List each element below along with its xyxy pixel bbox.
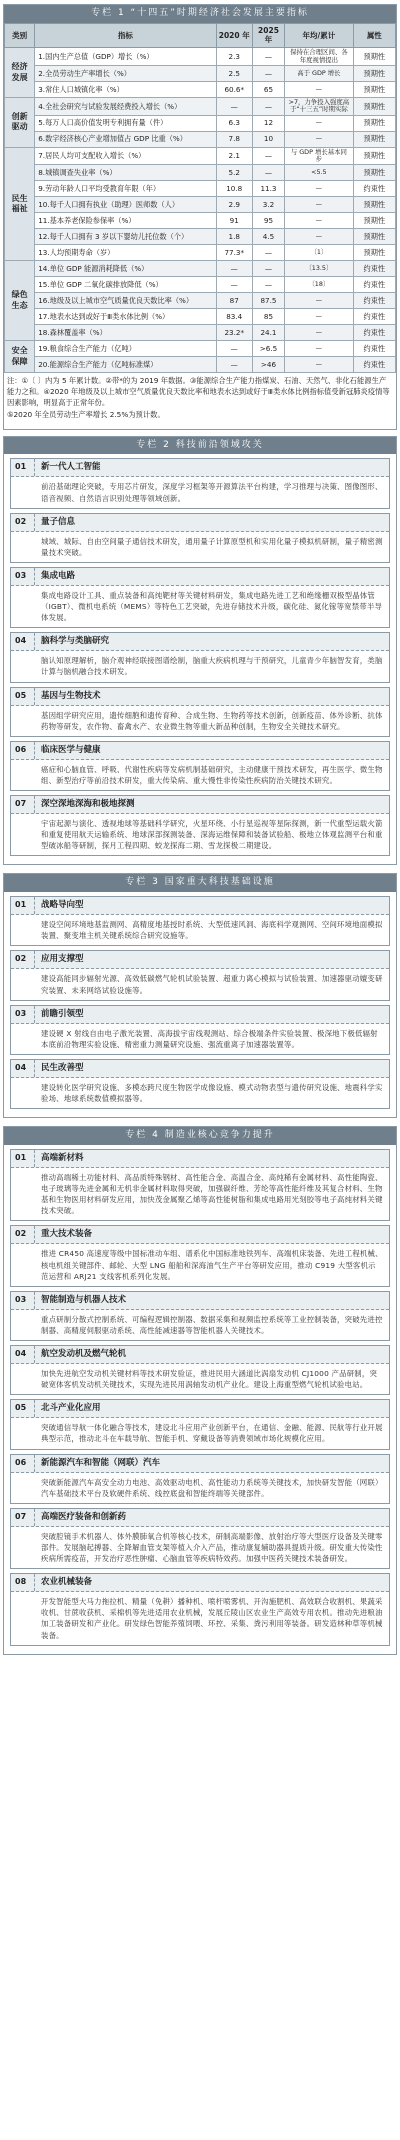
section-header bbox=[11, 1006, 389, 1024]
value-2025-cell: — bbox=[252, 165, 284, 181]
indicator-cell: 15.单位 GDP 二氧化碳排放降低（%） bbox=[35, 277, 216, 293]
section-title: 北斗产业化应用 bbox=[41, 1403, 101, 1414]
value-2025-cell: — bbox=[252, 147, 284, 165]
section-item bbox=[10, 1291, 390, 1341]
value-2025-cell: — bbox=[252, 261, 284, 277]
average-cell: 高于 GDP 增长 bbox=[285, 65, 354, 81]
indicator-cell: 7.居民人均可支配收入增长（%） bbox=[35, 147, 216, 165]
indicator-table-panel bbox=[3, 4, 397, 430]
value-2020-cell: — bbox=[216, 277, 252, 293]
panel-tech-frontier-list bbox=[4, 458, 396, 856]
section-number: 05 bbox=[11, 688, 35, 705]
value-2025-cell: — bbox=[252, 245, 284, 261]
panel-infrastructure-list bbox=[4, 896, 396, 1109]
section-title: 基因与生物技术 bbox=[41, 690, 101, 701]
section-item bbox=[10, 1225, 390, 1286]
value-2020-cell: 77.3* bbox=[216, 245, 252, 261]
section-body: 重点研制分散式控制系统、可编程逻辑控制器、数据采集和视频监控系统等工业控制装备，突破先进控制器、高精度伺服驱动系统、高性能减速器等智能机器人关键技术。 bbox=[41, 1314, 383, 1335]
section-body: 推进 CR450 高速度等级中国标准动车组、谱系化中国标准地铁列车、高端机床装备、先进工程机械、核电机组关键部件、邮轮、大型 LNG 船舶和深海油气生产平台等研发应用，推动 C919 大型客机示范运营和 ARJ21 支线客机系列化发展。 bbox=[41, 1249, 383, 1281]
section-header bbox=[11, 459, 389, 477]
section-body: 突破新能源汽车高安全动力电池、高效驱动电机、高性能动力系统等关键技术，加快研发智能（网联）汽车基础技术平台及软硬件系统、线控底盘和智能终端等关键部件。 bbox=[41, 1477, 383, 1498]
table-row bbox=[5, 325, 396, 341]
section-header bbox=[11, 568, 389, 586]
average-cell: — bbox=[285, 213, 354, 229]
section-title: 量子信息 bbox=[41, 516, 76, 527]
section-item bbox=[10, 687, 390, 737]
section-body: 建设转化医学研究设施、多模态跨尺度生物医学成像设施、模式动物表型与遗传研究设施、地震科学实验场、地球系统数值模拟器等。 bbox=[41, 1082, 383, 1104]
value-2020-cell: 7.8 bbox=[216, 131, 252, 147]
section-item bbox=[10, 1508, 390, 1569]
section-title: 农业机械装备 bbox=[41, 1577, 93, 1588]
section-header bbox=[11, 1346, 389, 1364]
indicator-table-body bbox=[5, 48, 396, 373]
section-title: 前瞻引领型 bbox=[41, 1008, 84, 1019]
section-title: 高端医疗装备和创新药 bbox=[41, 1511, 127, 1522]
header-indicator: 指标 bbox=[35, 23, 216, 48]
section-item bbox=[10, 950, 390, 1000]
indicator-cell: 16.地级及以上城市空气质量优良天数比率（%） bbox=[35, 293, 216, 309]
value-2020-cell: — bbox=[216, 261, 252, 277]
indicator-cell: 18.森林覆盖率（%） bbox=[35, 325, 216, 341]
section-body: 推动高端稀土功能材料、高品质特殊钢材、高性能合金、高温合金、高纯稀有金属材料、高性能陶瓷、电子玻璃等先进金属和无机非金属材料取得突破，加强碳纤维、芳纶等高性能纤维及其复合材料、生物基和生物医用材料研发应用，加快茂金属聚乙烯等高性能树脂和集成电路用光刻胶等电子高纯材料关键技术突破。 bbox=[41, 1172, 383, 1216]
section-title: 临床医学与健康 bbox=[41, 744, 101, 755]
category-cell: 民生福祉 bbox=[5, 147, 35, 261]
average-cell: — bbox=[285, 229, 354, 245]
section-number: 02 bbox=[11, 514, 35, 531]
section-title: 集成电路 bbox=[41, 570, 76, 581]
table-row bbox=[5, 181, 396, 197]
value-2020-cell: 2.3 bbox=[216, 48, 252, 66]
section-header bbox=[11, 951, 389, 969]
header-2025: 2025 年 bbox=[252, 23, 284, 48]
section-number: 01 bbox=[11, 897, 35, 914]
attribute-cell: 约束性 bbox=[353, 181, 395, 197]
indicator-cell: 17.地表水达到或好于Ⅲ类水体比例（%） bbox=[35, 309, 216, 325]
indicator-cell: 6.数字经济核心产业增加值占 GDP 比重（%） bbox=[35, 131, 216, 147]
section-number: 02 bbox=[11, 951, 35, 968]
indicator-cell: 14.单位 GDP 能源消耗降低（%） bbox=[35, 261, 216, 277]
section-body: 集成电路设计工具、重点装备和高纯靶材等关键材料研发，集成电路先进工艺和绝缘栅双极型晶体管（IGBT）、微机电系统（MEMS）等特色工艺突破，先进存储技术升级，碳化硅、氮化镓等宽禁带半导体发展。 bbox=[41, 590, 383, 623]
section-number: 03 bbox=[11, 1006, 35, 1023]
section-number: 04 bbox=[11, 633, 35, 650]
indicator-cell: 10.每千人口拥有执业（助理）医师数（人） bbox=[35, 197, 216, 213]
section-item bbox=[10, 632, 390, 682]
section-item bbox=[10, 741, 390, 791]
indicator-table-title: 专栏 1 “十四五”时期经济社会发展主要指标 bbox=[4, 5, 396, 23]
attribute-cell: 约束性 bbox=[353, 341, 395, 357]
section-item bbox=[10, 513, 390, 563]
value-2020-cell: — bbox=[216, 357, 252, 373]
section-body: 加快先进航空发动机关键材料等技术研发验证，推进民用大涵道比涡扇发动机 CJ1000 产品研制，突破宽体客机发动机关键技术，实现先进民用涡轴发动机产业化。建设上海重型燃气轮机试验电站。 bbox=[41, 1369, 378, 1390]
value-2020-cell: 83.4 bbox=[216, 309, 252, 325]
attribute-cell: 预期性 bbox=[353, 48, 395, 66]
section-number: 01 bbox=[11, 459, 35, 476]
average-cell: 保持在合理区间、各年度视情提出 bbox=[285, 48, 354, 66]
value-2020-cell: 2.9 bbox=[216, 197, 252, 213]
section-item bbox=[10, 1005, 390, 1055]
average-cell: — bbox=[285, 197, 354, 213]
indicator-cell: 4.全社会研究与试验发展经费投入增长（%） bbox=[35, 97, 216, 115]
indicator-table-header bbox=[5, 23, 396, 48]
indicator-cell: 2.全员劳动生产率增长（%） bbox=[35, 65, 216, 81]
value-2020-cell: 1.8 bbox=[216, 229, 252, 245]
table-row bbox=[5, 213, 396, 229]
value-2020-cell: 5.2 bbox=[216, 165, 252, 181]
header-category: 类别 bbox=[5, 23, 35, 48]
attribute-cell: 约束性 bbox=[353, 357, 395, 373]
section-body: 宇宙起源与演化、透视地球等基础科学研究，火星环绕、小行星巡视等星际探测，新一代重型运载火箭和重复使用航天运输系统、地球深部探测装备、深海运维保障和装备试验船、极地立体观监测平台和重型破冰船等研制，探月工程四期、蛟龙探海二期、雪龙探极二期建设。 bbox=[41, 819, 383, 851]
section-item bbox=[10, 458, 390, 508]
section-number: 07 bbox=[11, 796, 35, 813]
section-header bbox=[11, 742, 389, 760]
table-row bbox=[5, 115, 396, 131]
average-cell: — bbox=[285, 115, 354, 131]
value-2020-cell: — bbox=[216, 341, 252, 357]
average-cell: — bbox=[285, 81, 354, 97]
average-cell: — bbox=[285, 357, 354, 373]
indicator-cell: 9.劳动年龄人口平均受教育年限（年） bbox=[35, 181, 216, 197]
section-item bbox=[10, 1399, 390, 1449]
section-title: 高端新材料 bbox=[41, 1152, 84, 1163]
value-2020-cell: 10.8 bbox=[216, 181, 252, 197]
section-number: 02 bbox=[11, 1226, 35, 1243]
average-cell: — bbox=[285, 181, 354, 197]
average-cell: — bbox=[285, 131, 354, 147]
indicator-cell: 20.能源综合生产能力（亿吨标准煤） bbox=[35, 357, 216, 373]
section-header bbox=[11, 1150, 389, 1168]
panel-manufacturing bbox=[3, 1126, 397, 1654]
table-row bbox=[5, 147, 396, 165]
attribute-cell: 约束性 bbox=[353, 293, 395, 309]
table-row bbox=[5, 65, 396, 81]
table-row bbox=[5, 229, 396, 245]
table-row bbox=[5, 261, 396, 277]
table-row bbox=[5, 357, 396, 373]
indicator-cell: 12.每千人口拥有 3 岁以下婴幼儿托位数（个） bbox=[35, 229, 216, 245]
section-title: 新能源汽车和智能（网联）汽车 bbox=[41, 1457, 161, 1468]
section-body: 突破通信导航一体化融合等技术，建设北斗应用产业创新平台，在通信、金融、能源、民航等行业开展典型示范，推动北斗在车载导航、智能手机、穿戴设备等消费领域市场化规模化应用。 bbox=[41, 1423, 383, 1444]
section-title: 航空发动机及燃气轮机 bbox=[41, 1348, 127, 1359]
table-row bbox=[5, 81, 396, 97]
average-cell: <5.5 bbox=[285, 165, 354, 181]
table-row bbox=[5, 97, 396, 115]
value-2025-cell: 65 bbox=[252, 81, 284, 97]
section-header bbox=[11, 1574, 389, 1592]
value-2025-cell: 95 bbox=[252, 213, 284, 229]
average-cell: — bbox=[285, 293, 354, 309]
category-cell: 创新驱动 bbox=[5, 97, 35, 147]
section-title: 新一代人工智能 bbox=[41, 462, 101, 473]
table-row bbox=[5, 341, 396, 357]
attribute-cell: 预期性 bbox=[353, 165, 395, 181]
section-number: 05 bbox=[11, 1400, 35, 1417]
average-cell: 与 GDP 增长基本同步 bbox=[285, 147, 354, 165]
section-body: 癌症和心脑血管、呼吸、代谢性疾病等发病机制基础研究，主动健康干预技术研发，再生医学、微生物组、新型治疗等前沿技术研发，重大传染病、重大慢性非传染性疾病防治关键技术研究。 bbox=[41, 764, 383, 785]
value-2020-cell: 2.5 bbox=[216, 65, 252, 81]
section-title: 应用支撑型 bbox=[41, 954, 84, 965]
section-body: 建设高能同步辐射光源、高效低碳燃气轮机试验装置、超重力离心模拟与试验装置、加速器驱动嬗变研究装置、未来网络试验设施等。 bbox=[41, 974, 383, 995]
category-cell: 经济发展 bbox=[5, 48, 35, 98]
section-header bbox=[11, 1455, 389, 1473]
header-average: 年均/累计 bbox=[285, 23, 354, 48]
section-header bbox=[11, 514, 389, 532]
panel-manufacturing-list bbox=[4, 1149, 396, 1646]
section-item bbox=[10, 896, 390, 946]
section-number: 06 bbox=[11, 1455, 35, 1472]
value-2025-cell: — bbox=[252, 48, 284, 66]
section-body: 基因组学研究应用，遗传细胞和遗传育种、合成生物、生物药等技术创新，创新疫苗、体外诊断、抗体药物等研发，农作物、畜禽水产、农业微生物等重大新品种创制，生物安全关键技术研究。 bbox=[41, 710, 383, 731]
average-cell: — bbox=[285, 325, 354, 341]
section-body: 突破腔镜手术机器人、体外膜肺氧合机等核心技术，研制高端影像、放射治疗等大型医疗设备及关键零部件。发展脑起搏器、全降解血管支架等植入介入产品，推动康复辅助器具提质升级。研发重大传染性疾病所需疫苗，开发治疗恶性肿瘤、心脑血管等疾病特效药。加强中医药关键技术装备研发。 bbox=[41, 1531, 383, 1564]
value-2025-cell: 10 bbox=[252, 131, 284, 147]
section-header bbox=[11, 1060, 389, 1078]
attribute-cell: 预期性 bbox=[353, 229, 395, 245]
section-number: 03 bbox=[11, 568, 35, 585]
indicator-cell: 11.基本养老保险参保率（%） bbox=[35, 213, 216, 229]
attribute-cell: 约束性 bbox=[353, 325, 395, 341]
category-cell: 绿色生态 bbox=[5, 261, 35, 341]
average-cell: 〔18〕 bbox=[285, 277, 354, 293]
section-number: 04 bbox=[11, 1346, 35, 1363]
section-body: 建设空间环境地基监测网、高精度地基授时系统、大型低速风洞、海底科学观测网、空间环境地面模拟装置、聚变堆主机关键系统综合研究设施等。 bbox=[41, 920, 383, 941]
value-2025-cell: — bbox=[252, 277, 284, 293]
value-2020-cell: 23.2* bbox=[216, 325, 252, 341]
table-row bbox=[5, 245, 396, 261]
section-header bbox=[11, 796, 389, 814]
section-number: 08 bbox=[11, 1574, 35, 1591]
header-attribute: 属性 bbox=[353, 23, 395, 48]
section-header bbox=[11, 1292, 389, 1310]
table-row bbox=[5, 131, 396, 147]
section-header bbox=[11, 1226, 389, 1244]
table-note-2: ⑤2020 年全员劳动生产率增长 2.5%为预计数。 bbox=[7, 410, 165, 420]
section-number: 03 bbox=[11, 1292, 35, 1309]
section-item bbox=[10, 1573, 390, 1645]
section-number: 01 bbox=[11, 1150, 35, 1167]
section-header bbox=[11, 897, 389, 915]
value-2020-cell: 87 bbox=[216, 293, 252, 309]
average-cell: >7，力争投入强度高于“十三五”时期实际 bbox=[285, 97, 354, 115]
average-cell: 〔13.5〕 bbox=[285, 261, 354, 277]
value-2025-cell: >6.5 bbox=[252, 341, 284, 357]
value-2025-cell: — bbox=[252, 65, 284, 81]
indicator-cell: 1.国内生产总值（GDP）增长（%） bbox=[35, 48, 216, 66]
section-number: 07 bbox=[11, 1509, 35, 1526]
attribute-cell: 预期性 bbox=[353, 213, 395, 229]
section-title: 重大技术装备 bbox=[41, 1229, 93, 1240]
panel-infrastructure-title: 专栏 3 国家重大科技基础设施 bbox=[4, 874, 396, 892]
section-body: 建设硬 X 射线自由电子激光装置、高海拔宇宙线观测站、综合极端条件实验装置、极深地下极低辐射本底前沿物理实验设施、精密重力测量研究设施、强流重离子加速器装置等。 bbox=[41, 1028, 378, 1049]
value-2025-cell: 87.5 bbox=[252, 293, 284, 309]
section-title: 深空深地深海和极地探测 bbox=[41, 799, 135, 810]
panel-tech-frontier bbox=[3, 436, 397, 866]
average-cell: — bbox=[285, 309, 354, 325]
header-2020: 2020 年 bbox=[216, 23, 252, 48]
section-body: 开发智能型大马力拖拉机、精量（免耕）播种机、喷杆喷雾机、开沟施肥机、高效联合收割机、果蔬采收机、甘蔗收获机、采棉机等先进适用农业机械，发展丘陵山区农业生产高效专用农机。推动先进粮油加工装备研发和产业化。研发绿色智能养殖饲喂、环控、采集、粪污利用等装备。研发造林种草等机械装备。 bbox=[41, 1597, 383, 1640]
section-number: 04 bbox=[11, 1060, 35, 1077]
indicator-cell: 19.粮食综合生产能力（亿吨） bbox=[35, 341, 216, 357]
average-cell: 〔1〕 bbox=[285, 245, 354, 261]
indicator-cell: 8.城镇调查失业率（%） bbox=[35, 165, 216, 181]
value-2020-cell: 6.3 bbox=[216, 115, 252, 131]
panel-infrastructure bbox=[3, 873, 397, 1118]
table-row bbox=[5, 309, 396, 325]
value-2025-cell: 4.5 bbox=[252, 229, 284, 245]
section-header bbox=[11, 688, 389, 706]
attribute-cell: 预期性 bbox=[353, 147, 395, 165]
panel-tech-frontier-title: 专栏 2 科技前沿领域攻关 bbox=[4, 437, 396, 455]
table-row bbox=[5, 197, 396, 213]
table-notes bbox=[4, 373, 396, 428]
attribute-cell: 预期性 bbox=[353, 131, 395, 147]
attribute-cell: 预期性 bbox=[353, 97, 395, 115]
section-header bbox=[11, 633, 389, 651]
section-item bbox=[10, 567, 390, 628]
section-title: 民生改善型 bbox=[41, 1062, 84, 1073]
panel-manufacturing-title: 专栏 4 制造业核心竞争力提升 bbox=[4, 1127, 396, 1145]
value-2025-cell: 24.1 bbox=[252, 325, 284, 341]
value-2020-cell: — bbox=[216, 97, 252, 115]
table-row bbox=[5, 293, 396, 309]
indicator-cell: 5.每万人口高价值发明专利拥有量（件） bbox=[35, 115, 216, 131]
table-row bbox=[5, 165, 396, 181]
table-note-1: 注：①〔 〕内为 5 年累计数。②带*的为 2019 年数据。③能源综合生产能力指煤炭、石油、天然气、非化石能源生产能力之和。④2020 年地级及以上城市空气质量优良天数比率和地表水达到或好于Ⅲ类水体比例指标值受新冠肺炎疫情等因素影响，明显高于正常年份。 bbox=[7, 376, 390, 407]
value-2025-cell: 11.3 bbox=[252, 181, 284, 197]
category-cell: 安全保障 bbox=[5, 341, 35, 373]
average-cell: — bbox=[285, 341, 354, 357]
value-2020-cell: 2.1 bbox=[216, 147, 252, 165]
section-item bbox=[10, 1149, 390, 1221]
section-item bbox=[10, 1345, 390, 1395]
section-item bbox=[10, 795, 390, 856]
section-title: 战略导向型 bbox=[41, 900, 84, 911]
value-2025-cell: >46 bbox=[252, 357, 284, 373]
attribute-cell: 预期性 bbox=[353, 197, 395, 213]
section-title: 智能制造与机器人技术 bbox=[41, 1294, 127, 1305]
value-2020-cell: 91 bbox=[216, 213, 252, 229]
table-row bbox=[5, 48, 396, 66]
indicator-table bbox=[4, 23, 396, 374]
attribute-cell: 预期性 bbox=[353, 65, 395, 81]
section-body: 城域、城际、自由空间量子通信技术研发，通用量子计算原型机和实用化量子模拟机研制，量子精密测量技术突破。 bbox=[41, 536, 383, 557]
section-body: 脑认知原理解析，脑介观神经联接图谱绘制，脑重大疾病机理与干预研究，儿童青少年脑智发育，类脑计算与脑机融合技术研发。 bbox=[41, 656, 383, 677]
section-title: 脑科学与类脑研究 bbox=[41, 636, 110, 647]
value-2025-cell: — bbox=[252, 97, 284, 115]
indicator-cell: 13.人均预期寿命（岁） bbox=[35, 245, 216, 261]
value-2025-cell: 12 bbox=[252, 115, 284, 131]
section-item bbox=[10, 1454, 390, 1504]
section-number: 06 bbox=[11, 742, 35, 759]
section-header bbox=[11, 1509, 389, 1527]
section-body: 前沿基础理论突破，专用芯片研发，深度学习框架等开源算法平台构建，学习推理与决策、图像图形、语音视频、自然语言识别处理等领域创新。 bbox=[41, 482, 383, 503]
section-item bbox=[10, 1059, 390, 1109]
attribute-cell: 约束性 bbox=[353, 277, 395, 293]
value-2025-cell: 3.2 bbox=[252, 197, 284, 213]
attribute-cell: 预期性 bbox=[353, 115, 395, 131]
value-2025-cell: 85 bbox=[252, 309, 284, 325]
value-2020-cell: 60.6* bbox=[216, 81, 252, 97]
table-row bbox=[5, 277, 396, 293]
section-header bbox=[11, 1400, 389, 1418]
attribute-cell: 约束性 bbox=[353, 309, 395, 325]
attribute-cell: 约束性 bbox=[353, 261, 395, 277]
attribute-cell: 预期性 bbox=[353, 81, 395, 97]
attribute-cell: 预期性 bbox=[353, 245, 395, 261]
indicator-cell: 3.常住人口城镇化率（%） bbox=[35, 81, 216, 97]
